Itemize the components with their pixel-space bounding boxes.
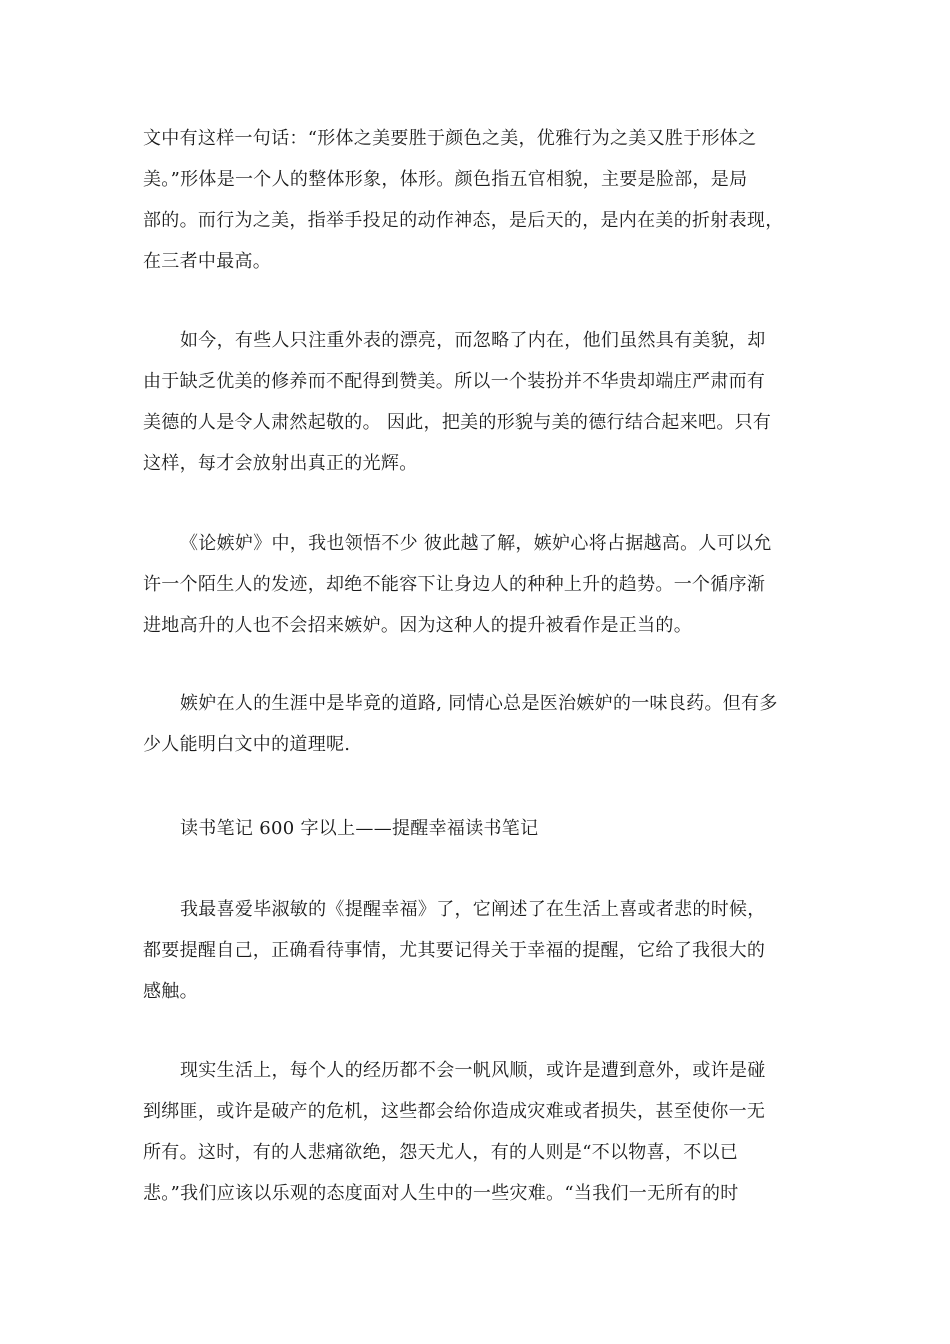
- paragraph-line: 部的。而行为之美，指举手投足的动作神态，是后天的，是内在美的折射表现，: [143, 210, 784, 231]
- paragraph-line: 文中有这样一句话：“形体之美要胜于颜色之美，优雅行为之美又胜于形体之: [143, 128, 757, 149]
- paragraph-3: [143, 523, 811, 646]
- section-heading: [143, 808, 811, 849]
- paragraph-line: 到绑匪，或许是破产的危机，这些都会给你造成灾难或者损失，甚至使你一无: [143, 1101, 766, 1122]
- paragraph-line: 美德的人是令人肃然起敬的。 因此，把美的形貌与美的德行结合起来吧。只有: [143, 412, 772, 433]
- paragraph-line: 《论嫉妒》中，我也领悟不少 彼此越了解，嫉妒心将占据越高。人可以允: [180, 533, 772, 554]
- paragraph-4: [143, 683, 811, 765]
- paragraph-line: 现实生活上，每个人的经历都不会一帆风顺，或许是遭到意外，或许是碰: [180, 1060, 766, 1081]
- paragraph-line: 都要提醒自己，正确看待事情，尤其要记得关于幸福的提醒，它给了我很大的: [143, 940, 766, 961]
- paragraph-line: 美。”形体是一个人的整体形象，体形。颜色指五官相貌，主要是脸部，是局: [143, 169, 748, 190]
- paragraph-line: 许一个陌生人的发迹，却绝不能容下让身边人的种种上升的趋势。一个循序渐: [143, 574, 766, 595]
- paragraph-line: 在三者中最高。: [143, 251, 272, 272]
- heading-line: 读书笔记 600 字以上——提醒幸福读书笔记: [180, 818, 539, 839]
- paragraph-line: 所有。这时，有的人悲痛欲绝，怨天尤人，有的人则是“不以物喜，不以已: [143, 1142, 739, 1163]
- paragraph-line: 如今，有些人只注重外表的漂亮，而忽略了内在，他们虽然具有美貌，却: [180, 330, 766, 351]
- paragraph-line: 我最喜爱毕淑敏的《提醒幸福》了，它阐述了在生活上喜或者悲的时候，: [180, 899, 766, 920]
- paragraph-5: [143, 889, 811, 1012]
- paragraph-line: 悲。”我们应该以乐观的态度面对人生中的一些灾难。“当我们一无所有的时: [143, 1183, 739, 1204]
- paragraph-line: 由于缺乏优美的修养而不配得到赞美。所以一个装扮并不华贵却端庄严肃而有: [143, 371, 766, 392]
- paragraph-line: 这样，每才会放射出真正的光辉。: [143, 453, 418, 474]
- paragraph-2: [143, 320, 811, 484]
- paragraph-1: [143, 118, 811, 282]
- paragraph-line: 嫉妒在人的生涯中是毕竟的道路, 同情心总是医治嫉妒的一味良药。但有多: [180, 693, 778, 714]
- paragraph-line: 进地高升的人也不会招来嫉妒。因为这种人的提升被看作是正当的。: [143, 615, 692, 636]
- paragraph-line: 感触。: [143, 981, 198, 1002]
- paragraph-6: [143, 1050, 811, 1214]
- paragraph-line: 少人能明白文中的道理呢.: [143, 734, 351, 755]
